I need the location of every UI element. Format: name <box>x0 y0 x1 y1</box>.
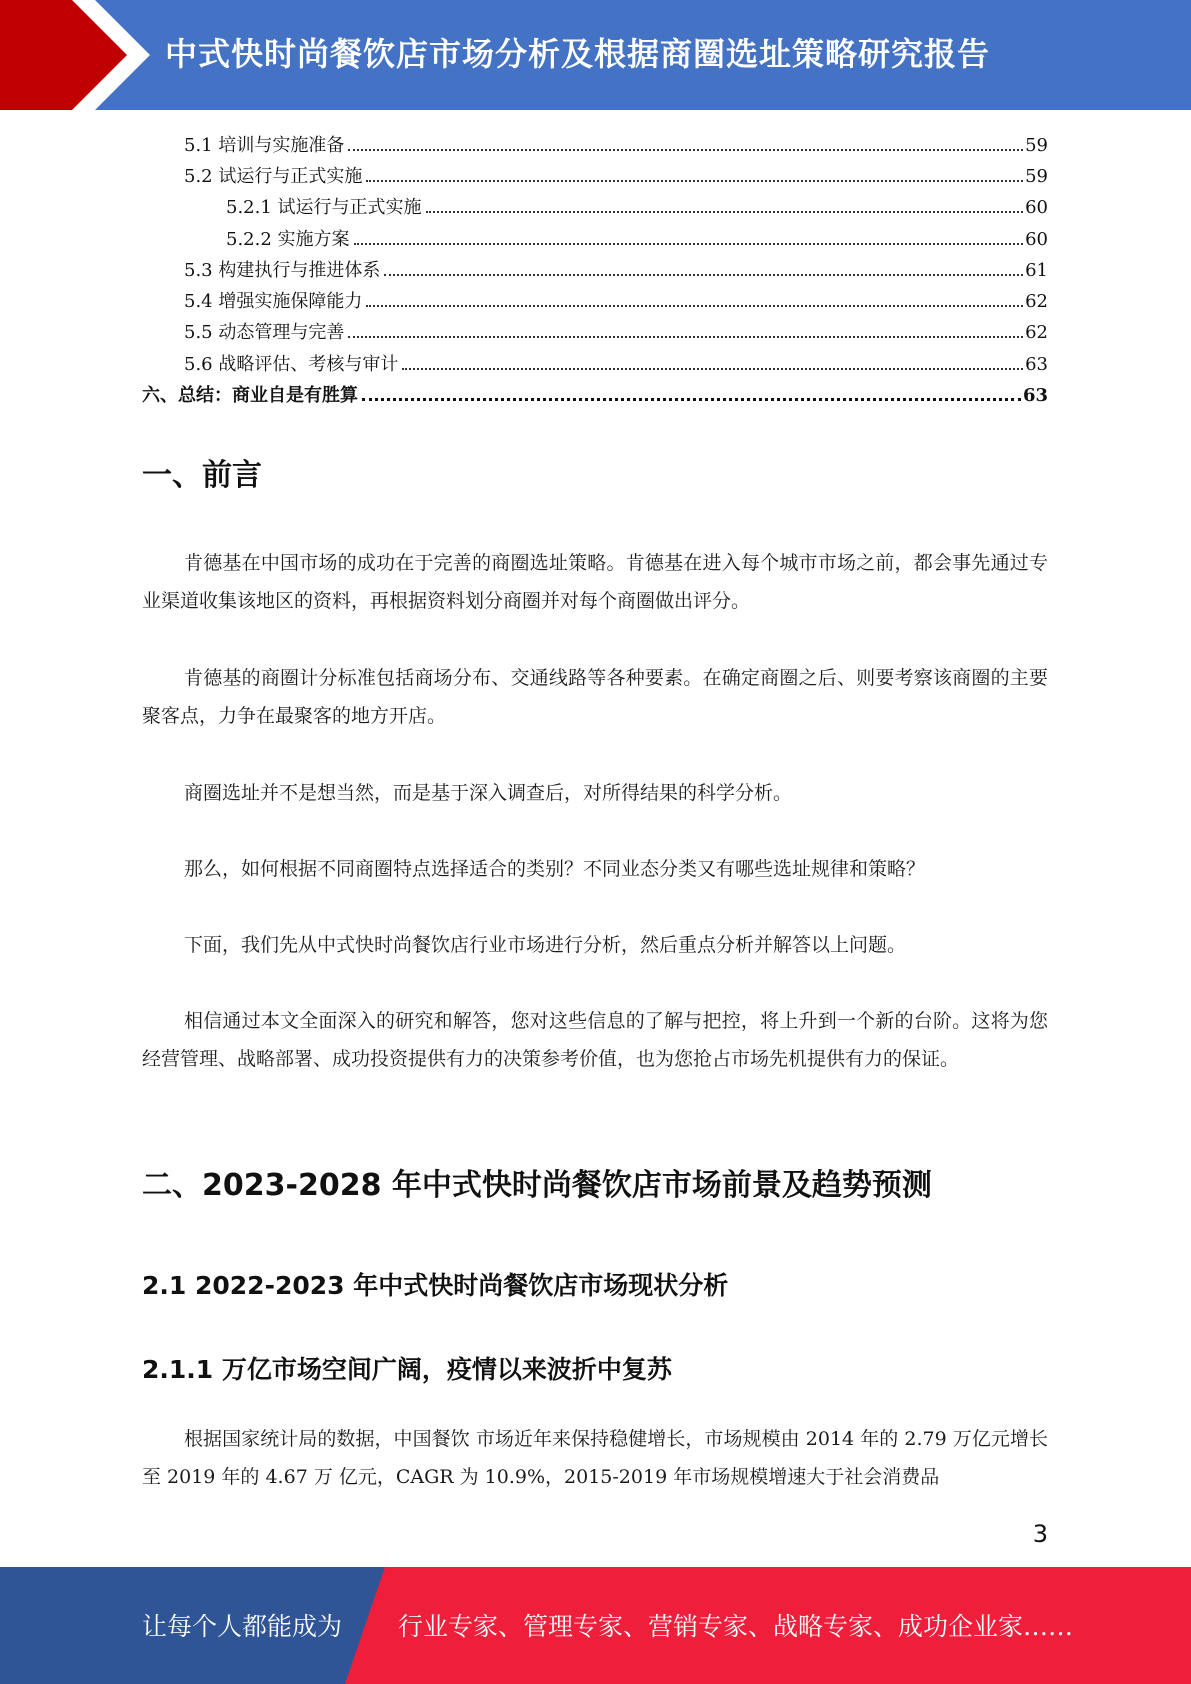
toc-dot-leader <box>362 397 1021 401</box>
toc-dot-leader <box>384 273 1023 276</box>
toc-dot-leader <box>354 242 1024 245</box>
section-2-1-heading: 2.1 2022-2023 年中式快时尚餐饮店市场现状分析 <box>142 1271 729 1300</box>
toc-entry-label: 5.6 战略评估、考核与审计 <box>184 353 399 375</box>
toc-entry-page: 63 <box>1025 353 1048 375</box>
toc-dot-leader <box>402 367 1023 370</box>
table-of-contents <box>142 128 1048 410</box>
toc-entry-label: 5.4 增强实施保障能力 <box>184 291 363 313</box>
preface-heading: 一、前言 <box>142 458 262 493</box>
section-2-1-1-heading: 2.1.1 万亿市场空间广阔，疫情以来波折中复苏 <box>142 1355 672 1384</box>
toc-entry-page: 63 <box>1022 385 1048 407</box>
toc-entry-page: 62 <box>1025 291 1048 313</box>
toc-entry-page: 60 <box>1025 228 1048 250</box>
page-number: 3 <box>1032 1520 1048 1548</box>
preface-paragraph-3: 商圈选址并不是想当然，而是基于深入调查后，对所得结果的科学分析。 <box>184 782 793 804</box>
preface-paragraph-1: 肯德基在中国市场的成功在于完善的商圈选址策略。肯德基在进入每个城市市场之前，都会事先通过专业渠道收集该地区的资料，再根据资料划分商圈并对每个商圈做出评分。 <box>142 552 1048 612</box>
footer-banner <box>0 1567 1191 1684</box>
toc-dot-leader <box>366 179 1023 182</box>
toc-entry[interactable] <box>142 316 1048 347</box>
section-2-1-1-paragraph: 根据国家统计局的数据，中国餐饮 市场近年来保持稳健增长，市场规模由 2014 年的 2.79 万亿元增长至 2019 年的 4.67 万 亿元，CAGR 为 10.9%，2015-2019 年市场规模增速大于社会消费品 <box>142 1428 1048 1488</box>
toc-entry-label: 5.5 动态管理与完善 <box>184 322 345 344</box>
toc-entry[interactable] <box>142 378 1048 409</box>
toc-entry-label: 5.2 试运行与正式实施 <box>184 165 363 187</box>
toc-entry[interactable] <box>142 222 1048 253</box>
toc-entry-page: 59 <box>1025 134 1048 156</box>
preface-paragraph-6: 相信通过本文全面深入的研究和解答，您对这些信息的了解与把控，将上升到一个新的台阶。这将为您经营管理、战略部署、成功投资提供有力的决策参考价值，也为您抢占市场先机提供有力的保证。 <box>142 1010 1048 1070</box>
toc-entry[interactable] <box>142 128 1048 159</box>
section-2-heading: 二、2023-2028 年中式快时尚餐饮店市场前景及趋势预测 <box>142 1168 932 1203</box>
header-arrow-decoration <box>0 0 150 110</box>
toc-entry-label: 5.3 构建执行与推进体系 <box>184 259 381 281</box>
toc-entry-label: 六、总结：商业自是有胜算 <box>142 385 358 407</box>
toc-dot-leader <box>348 335 1023 338</box>
preface-paragraph-5: 下面，我们先从中式快时尚餐饮店行业市场进行分析，然后重点分析并解答以上问题。 <box>184 934 907 956</box>
toc-entry[interactable] <box>142 284 1048 315</box>
header-banner <box>0 0 1191 110</box>
toc-dot-leader <box>426 210 1024 213</box>
toc-entry-label: 5.1 培训与实施准备 <box>184 134 345 156</box>
toc-dot-leader <box>348 148 1023 151</box>
toc-entry-label: 5.2.2 实施方案 <box>226 228 350 250</box>
footer-slogan-right: 行业专家、管理专家、营销专家、战略专家、成功企业家…… <box>398 1612 1074 1641</box>
toc-entry[interactable] <box>142 347 1048 378</box>
toc-dot-leader <box>366 304 1023 307</box>
toc-entry[interactable] <box>142 191 1048 222</box>
preface-paragraph-2: 肯德基的商圈计分标准包括商场分布、交通线路等各种要素。在确定商圈之后、则要考察该商圈的主要聚客点，力争在最聚客的地方开店。 <box>142 667 1048 727</box>
toc-entry-page: 62 <box>1025 322 1048 344</box>
toc-entry[interactable] <box>142 159 1048 190</box>
toc-entry-label: 5.2.1 试运行与正式实施 <box>226 197 422 219</box>
toc-entry[interactable] <box>142 253 1048 284</box>
toc-entry-page: 61 <box>1025 259 1048 281</box>
document-title: 中式快时尚餐饮店市场分析及根据商圈选址策略研究报告 <box>165 35 991 73</box>
preface-paragraph-4: 那么，如何根据不同商圈特点选择适合的类别？不同业态分类又有哪些选址规律和策略？ <box>184 858 926 880</box>
toc-entry-page: 59 <box>1025 165 1048 187</box>
toc-entry-page: 60 <box>1025 197 1048 219</box>
footer-slogan-left: 让每个人都能成为 <box>142 1612 343 1641</box>
